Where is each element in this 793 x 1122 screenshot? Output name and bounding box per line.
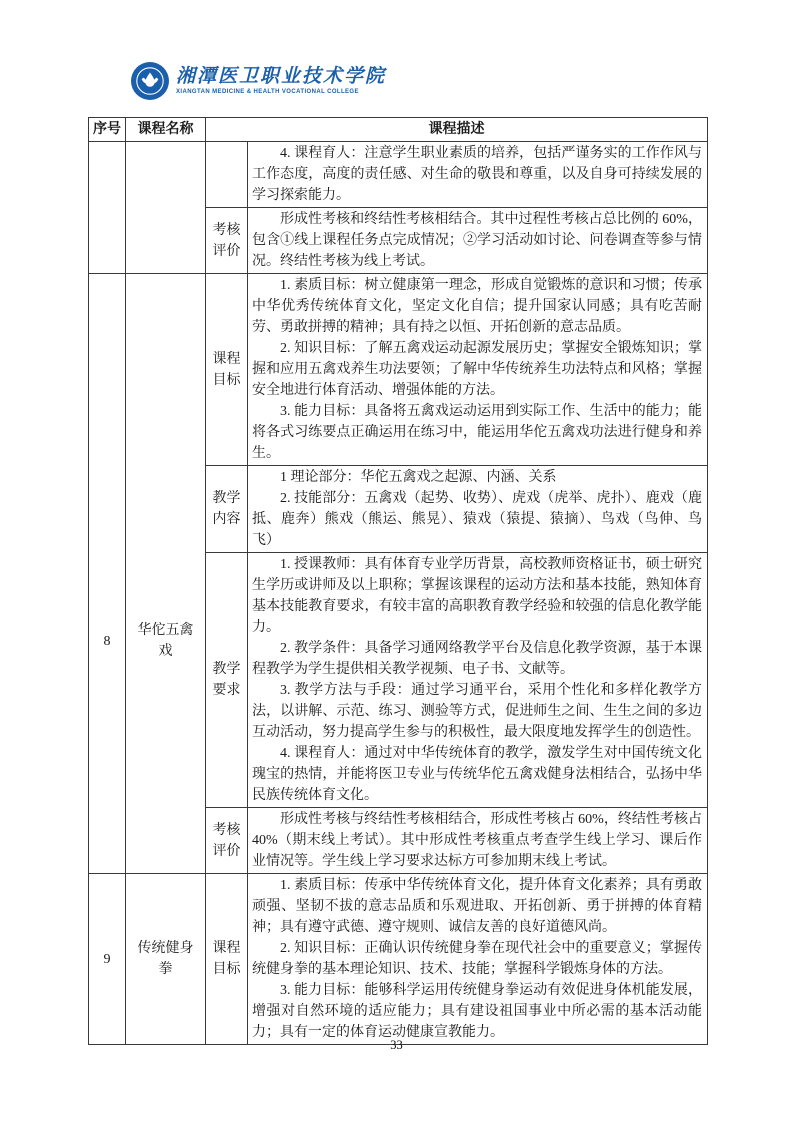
- table-row: [89, 142, 708, 274]
- paragraph: 3. 能力目标：具备将五禽戏运动运用到实际工作、生活中的能力；能将各式习练要点正确运用在练习中，能运用华佗五禽戏功法进行健身和养生。: [252, 404, 702, 461]
- section-content: [248, 466, 708, 553]
- college-logo: [131, 62, 386, 100]
- row-course-name: 华佗五禽戏: [126, 274, 206, 874]
- paragraph: 1. 素质目标：树立健康第一理念，形成自觉锻炼的意识和习惯；传承中华优秀传统体育文化，坚定文化自信；提升国家认同感；具有吃苦耐劳、勇敢拼搏的精神；具有持之以恒、开拓创新的意志品质。: [252, 278, 702, 335]
- section-course-goals: [206, 274, 708, 466]
- college-name-zh: 湘潭医卫职业技术学院: [176, 66, 387, 87]
- section-label: 教学内容: [206, 466, 248, 553]
- header-description: 课程描述: [206, 118, 708, 142]
- college-name-en: XIANGTAN MEDICINE & HEALTH VOCATIONAL COLLEGE: [176, 89, 359, 95]
- section-label: [206, 142, 248, 208]
- section-assessment: [206, 208, 708, 274]
- paragraph: 4. 课程育人：注意学生职业素质的培养，包括严谨务实的工作作风与工作态度，高度的责任感、对生命的敬畏和尊重，以及自身可持续发展的学习探索能力。: [252, 146, 702, 203]
- paragraph: 2. 知识目标：了解五禽戏运动起源发展历史；掌握安全锻炼知识；掌握和应用五禽戏养生功法要领；了解中华传统养生功法特点和风格；掌握安全地进行体育活动、增强体能的方法。: [252, 341, 702, 398]
- section-teaching-requirements: [206, 553, 708, 808]
- section-content: [248, 553, 708, 808]
- section-label: 考核评价: [206, 808, 248, 874]
- paragraph: 2. 知识目标：正确认识传统健身拳在现代社会中的重要意义；掌握传统健身拳的基本理论知识、技术、技能；掌握科学锻炼身体的方法。: [252, 941, 702, 977]
- paragraph: 2. 技能部分：五禽戏（起势、收势）、虎戏（虎举、虎扑）、鹿戏（鹿抵、鹿奔）熊戏（熊运、熊晃）、猿戏（猿提、猿摘）、鸟戏（鸟伸、鸟飞）: [252, 491, 702, 548]
- row-no: [89, 142, 126, 274]
- row-no: 8: [89, 274, 126, 874]
- section-label: 课程目标: [206, 274, 248, 466]
- section-content: [248, 274, 708, 466]
- section-content: [248, 808, 708, 874]
- header-no: 序号: [89, 118, 126, 142]
- header-course-name: 课程名称: [126, 118, 206, 142]
- paragraph: 1. 素质目标：传承中华传统体育文化，提升体育文化素养；具有勇敢顽强、坚韧不拔的意志品质和乐观进取、开拓创新、勇于拼搏的体育精神；具有遵守武德、遵守规则、诚信友善的良好道德风尚。: [252, 878, 702, 935]
- section-content: [248, 142, 708, 208]
- row-course-name: [126, 142, 206, 274]
- row-course-name: 传统健身拳: [126, 874, 206, 1045]
- course-table: [88, 117, 708, 1045]
- paragraph: 1. 授课教师：具有体育专业学历背景，高校教师资格证书，硕士研究生学历或讲师及以上职称；掌握该课程的运动方法和基本技能，熟知体育基本技能教育要求，有较丰富的高职教育教学经验和较强的信息化教学能力。: [252, 557, 702, 635]
- section-content: [248, 874, 708, 1045]
- section-label: 教学要求: [206, 553, 248, 808]
- college-seal-icon: [131, 62, 169, 100]
- row-no: 9: [89, 874, 126, 1045]
- paragraph: 形成性考核与终结性考核相结合，形成性考核占 60%，终结性考核占 40%（期末线上考试）。其中形成性考核重点考查学生线上学习、课后作业情况等。学生线上学习要求达标方可参加期末线上考试。: [252, 812, 702, 869]
- table-row: [89, 874, 708, 1045]
- paragraph: 2. 教学条件：具备学习通网络教学平台及信息化教学资源，基于本课程教学为学生提供相关教学视频、电子书、文献等。: [252, 641, 702, 677]
- section-teaching-content: [206, 466, 708, 553]
- paragraph: 3. 能力目标：能够科学运用传统健身拳运动有效促进身体机能发展，增强对自然环境的适应能力；具有建设祖国事业中所必需的基本活动能力；具有一定的体育运动健康宣教能力。: [252, 983, 702, 1040]
- section-assessment: [206, 808, 708, 874]
- section-label: 课程目标: [206, 874, 248, 1045]
- table-header-row: [89, 118, 708, 142]
- table-row: [89, 274, 708, 874]
- section-label: 考核评价: [206, 208, 248, 274]
- paragraph: 4. 课程育人：通过对中华传统体育的教学，激发学生对中国传统文化瑰宝的热情，并能将医卫专业与传统华佗五禽戏健身法相结合，弘扬中华民族传统体育文化。: [252, 746, 702, 803]
- paragraph: 3. 教学方法与手段：通过学习通平台，采用个性化和多样化教学方法，以讲解、示范、练习、测验等方式，促进师生之间、生生之间的多边互动活动，努力提高学生参与的积极性，最大限度地发挥学生的创造性。: [252, 683, 702, 740]
- section-content: [248, 208, 708, 274]
- paragraph: 1 理论部分：华佗五禽戏之起源、内涵、关系: [280, 470, 557, 485]
- section-course-goals: [206, 874, 708, 1045]
- page-number: 33: [390, 1038, 403, 1052]
- section-course-education: [206, 142, 708, 208]
- paragraph: 形成性考核和终结性考核相结合。其中过程性考核占总比例的 60%，包含①线上课程任务点完成情况；②学习活动如讨论、问卷调查等参与情况。终结性考核为线上考试。: [252, 212, 702, 269]
